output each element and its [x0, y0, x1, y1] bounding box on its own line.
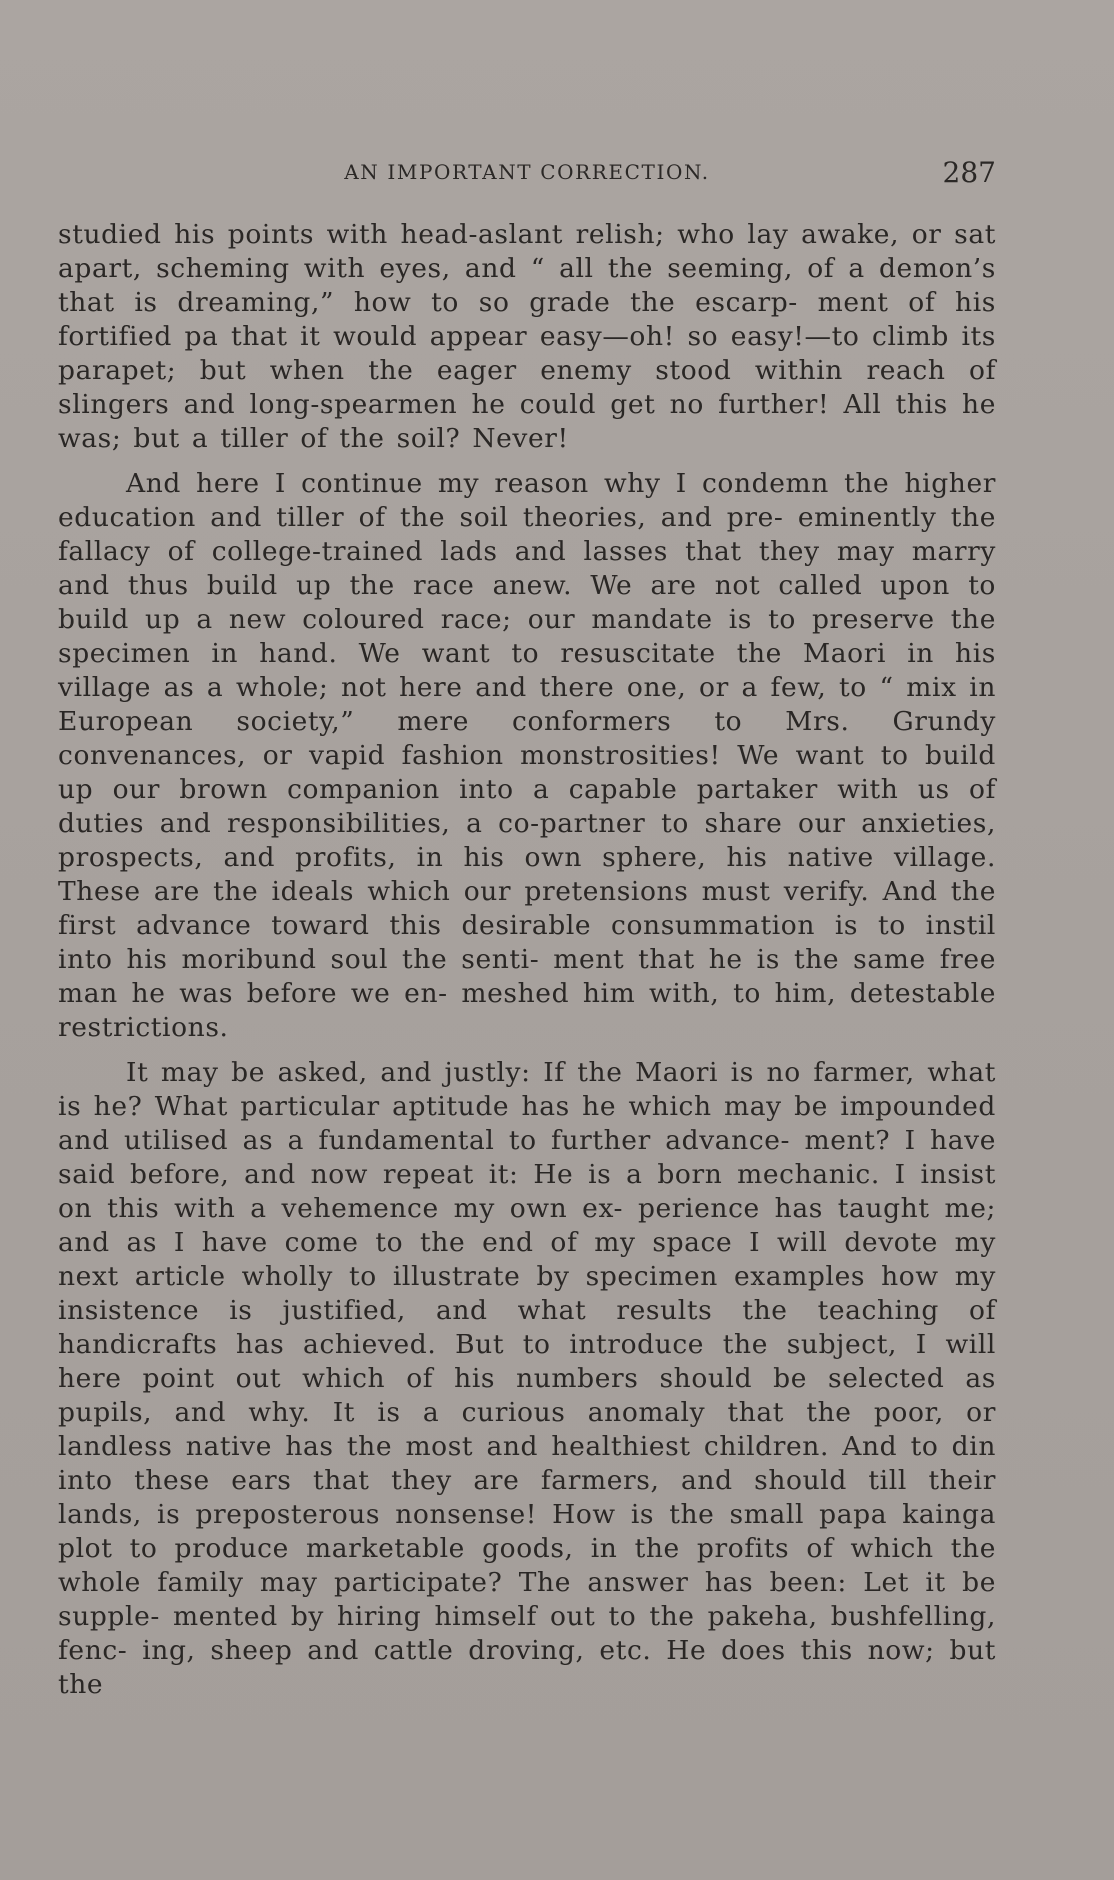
paragraph: And here I continue my reason why I condemn the higher education and tiller of the soil theories, and pre- eminently the fallacy of college-trained lads and lasses that they may marry and thus build up the race anew. We are not called upon to build up a new coloured race; our mandate is to preserve the specimen in hand. We want to resuscitate the Maori in his village as a whole; not here and there one, or a few, to “ mix in European society,” mere conformers to Mrs. Grundy convenances, or vapid fashion monstrosities! We want to build up our brown companion into a capable partaker with us of duties and responsibilities, a co-partner to share our anxieties, prospects, and profits, in his own sphere, his native village. These are the ideals which our pretensions must verify. And the first advance toward this desirable consummation is to instil into his moribund soul the senti- ment that he is the same free man he was before we en- meshed him with, to him, detestable restrictions. — [58, 468, 996, 1043]
body-text — [58, 218, 996, 1713]
paragraph-continuation: studied his points with head-aslant relish; who lay awake, or sat apart, scheming with eyes, and “ all the seeming, of a demon’s that is dreaming,” how to so grade the escarp- ment of his fortified pa that it would appear easy—oh! so easy!—to climb its parapet; but when the eager enemy stood within reach of slingers and long-spearmen he could get no further! All this he was; but a tiller of the soil? Never! — [58, 219, 996, 454]
running-title: AN IMPORTANT CORRECTION. — [344, 160, 710, 184]
paragraph: It may be asked, and justly: If the Maori is no farmer, what is he? What particular aptitude has he which may be impounded and utilised as a fundamental to further advance- ment? I have said before, and now repeat it: He is a born mechanic. I insist on this with a vehemence my own ex- perience has taught me; and as I have come to the end of my space I will devote my next article wholly to illustrate by specimen examples how my insistence is justified, and what results the teaching of handicrafts has achieved. But to introduce the subject, I will here point out which of his numbers should be selected as pupils, and why. It is a curious anomaly that the poor, or landless native has the most and healthiest children. And to din into these ears that they are farmers, and should till their lands, is preposterous nonsense! How is the small papa kainga plot to produce marketable goods, in the profits of which the whole family may participate? The answer has been: Let it be supple- mented by hiring himself out to the pakeha, bushfelling, fenc- ing, sheep and cattle droving, etc. He does this now; but the — [58, 1057, 996, 1700]
page-number: 287 — [942, 156, 996, 189]
page-header — [58, 156, 996, 196]
